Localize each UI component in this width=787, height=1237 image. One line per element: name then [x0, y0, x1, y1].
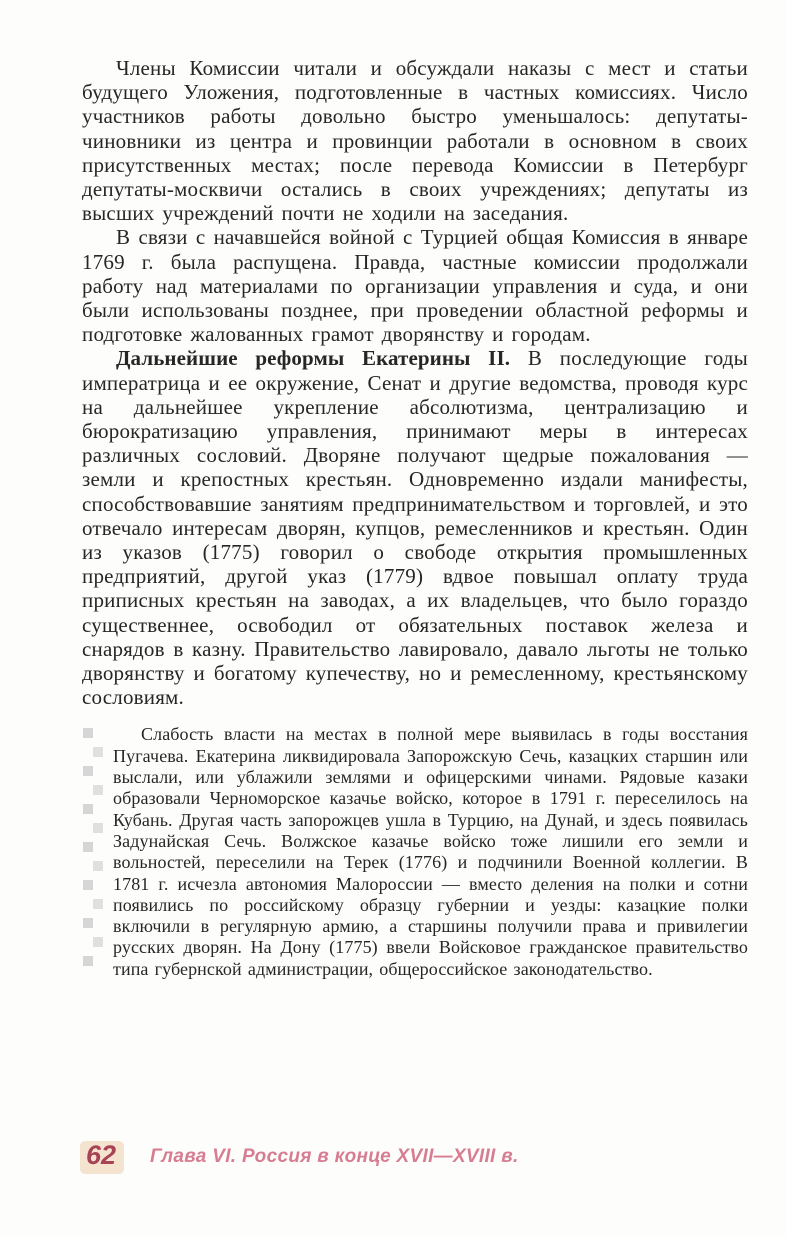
supplementary-reading-section — [82, 724, 748, 980]
chapter-title: Глава VI. Россия в конце XVII—XVIII в. — [150, 1146, 519, 1168]
paragraph-text: В последующие годы императрица и ее окружение, Сенат и другие ведомства, проводя курс на дальнейшее укрепление абсолютизма, централизацию и бюрократизацию управления, принимают меры в интересах различных сословий. Дворяне получают щедрые пожалования — земли и крепостных крестьян. Одновременно издали манифесты, способствовавшие занятиям предпринимательством и торговлей, и это отвечало интересам дворян, купцов, ремесленников и крестьян. Один из указов (1775) говорил о свободе открытия промышленных предприятий, другой указ (1779) вдвое повышал оплату труда приписных крестьян на заводах, а их владельцев, что было гораздо существеннее, освободил от обязательных поставок железа и снарядов в казну. Правительство лавировало, давало льготы не только дворянству и богатому купечеству, но и ремесленному, крестьянскому сословиям. — [82, 346, 748, 710]
petit-section-marker — [83, 728, 105, 974]
page-number: 62 — [80, 1141, 124, 1174]
main-text-column — [82, 56, 748, 980]
body-paragraph-1: Члены Комиссии читали и обсуждали наказы с мест и статьи будущего Уложения, подготовленные в частных комиссиях. Число участников работы довольно быстро уменьшалось: депутаты-чиновники из центра и провинции работали в основном в своих присутственных местах; после перевода Комиссии в Петербург депутаты-москвичи остались в своих учреждениях; депутаты из высших учреждений почти не ходили на заседания. — [82, 56, 748, 226]
paragraph-lead-heading: Дальнейшие реформы Екатерины II. — [116, 346, 511, 371]
page-footer — [80, 1141, 519, 1174]
petit-marker-dashes-right — [93, 728, 103, 974]
body-paragraph-3 — [82, 346, 748, 709]
body-paragraph-2: В связи с начавшейся войной с Турцией общая Комиссия в январе 1769 г. была распущена. Правда, частные комиссии продолжали работу над материалами по организации управления и суда, и они были использованы позднее, при проведении областной реформы и подготовке жалованных грамот дворянству и городам. — [82, 225, 748, 347]
petit-paragraph: Слабость власти на местах в полной мере выявилась в годы восстания Пугачева. Екатерина ликвидировала Запорожскую Сечь, казацких старшин или выслали, или ублажили землями и офицерскими чинами. Рядовые казаки образовали Черноморское казачье войско, которое в 1791 г. переселилось на Кубань. Другая часть запорожцев ушла в Турцию, на Дунай, и здесь появилась Задунайская Сечь. Волжское казачье войско тоже лишили его земли и вольностей, переселили на Терек (1776) и подчинили Военной коллегии. В 1781 г. исчезла автономия Малороссии — вместо деления на полки и сотни появились по российскому образцу губернии и уезды: казацкие полки включили в регулярную армию, а старшины получили права и привилегии русских дворян. На Дону (1775) ввели Войсковое гражданское правительство типа губернской администрации, общероссийское законодательство. — [113, 724, 748, 979]
petit-marker-dashes-left — [83, 728, 93, 974]
